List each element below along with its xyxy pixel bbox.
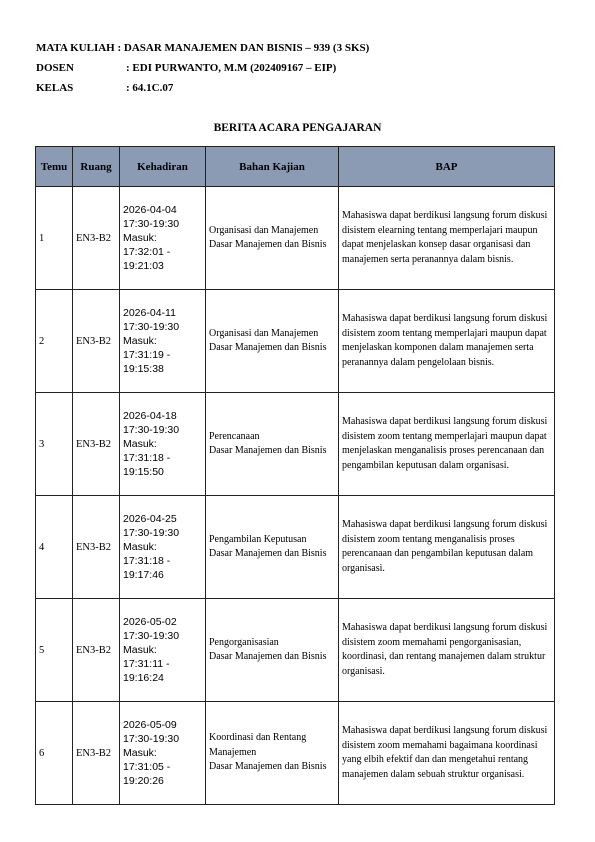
column-header-bap: BAP [339, 147, 555, 187]
course-text: MATA KULIAH : DASAR MANAJEMEN DAN BISNIS – 939 (3 SKS) [36, 42, 370, 54]
kehadiran-line: 19:20:26 [123, 775, 164, 787]
kehadiran-line: 2026-04-25 [123, 513, 177, 525]
cell-bahan-kajian [206, 702, 339, 805]
cell-ruang: EN3-B2 [73, 599, 120, 702]
kehadiran-line: 17:30-19:30 [123, 321, 180, 333]
column-header-ruang: Ruang [73, 147, 120, 187]
bahan-kajian-line: Dasar Manajemen dan Bisnis [209, 342, 327, 353]
kehadiran-line: 17:30-19:30 [123, 218, 180, 230]
bahan-kajian-line: Dasar Manajemen dan Bisnis [209, 761, 327, 773]
class-key: KELAS [36, 82, 74, 94]
bahan-kajian-line: Koordinasi dan Rentang Manajemen [209, 732, 307, 758]
cell-bahan-kajian [206, 599, 339, 702]
kehadiran-line: 17:32:01 - [123, 246, 171, 258]
cell-ruang: EN3-B2 [73, 393, 120, 496]
kehadiran-line: 17:30-19:30 [123, 527, 180, 539]
kehadiran-line: 19:21:03 [123, 260, 164, 272]
table-row [36, 496, 555, 599]
class-line [36, 78, 369, 98]
bahan-kajian-line: Dasar Manajemen dan Bisnis [209, 445, 327, 456]
bahan-kajian-line: Organisasi dan Manajemen [209, 327, 319, 339]
bahan-kajian-line: Dasar Manajemen dan Bisnis [209, 548, 327, 559]
column-header-temu: Temu [36, 147, 73, 187]
course-line [36, 38, 369, 58]
bahan-kajian-line: Perencanaan [209, 430, 260, 442]
kehadiran-line: 17:30-19:30 [123, 630, 180, 642]
cell-kehadiran [120, 496, 206, 599]
document-title: BERITA ACARA PENGAJARAN [213, 122, 382, 134]
table-row [36, 187, 555, 290]
cell-temu: 6 [36, 702, 73, 805]
cell-bap: Mahasiswa dapat berdikusi langsung forum diskusi disistem elearning tentang memperlajari maupun dapat menjelaskan konsep dasar organisasi dan manajemen serta peranannya dalam bisnis. [339, 187, 555, 290]
column-header-bahan-kajian: Bahan Kajian [206, 147, 339, 187]
class-value: : 64.1C.07 [126, 82, 174, 94]
kehadiran-line: Masuk: [123, 644, 157, 656]
cell-bap: Mahasiswa dapat berdikusi langsung forum diskusi disistem zoom memahami bagaimana koordinasi yang elbih efektif dan dan mengetahui rentang manajemen dalam sebuah struktur organisasi. [339, 702, 555, 805]
cell-kehadiran [120, 187, 206, 290]
table-row [36, 290, 555, 393]
kehadiran-line: 17:31:18 - [123, 452, 171, 464]
cell-kehadiran [120, 599, 206, 702]
cell-temu: 4 [36, 496, 73, 599]
kehadiran-line: 17:31:05 - [123, 761, 171, 773]
kehadiran-line: 17:31:11 - [123, 658, 170, 670]
cell-temu: 1 [36, 187, 73, 290]
kehadiran-line: 17:31:18 - [123, 555, 171, 567]
table-header-row [36, 147, 555, 187]
cell-bap: Mahasiswa dapat berdikusi langsung forum diskusi disistem zoom memahami pengorganisasian, koordinasi, dan rentang manajemen dalam struktur organisasi. [339, 599, 555, 702]
kehadiran-line: 2026-05-09 [123, 719, 177, 731]
cell-ruang: EN3-B2 [73, 496, 120, 599]
kehadiran-line: Masuk: [123, 541, 157, 553]
kehadiran-line: 17:31:19 - [123, 349, 171, 361]
cell-temu: 2 [36, 290, 73, 393]
bahan-kajian-line: Dasar Manajemen dan Bisnis [209, 239, 327, 250]
cell-bap: Mahasiswa dapat berdikusi langsung forum diskusi disistem zoom tentang memperlajari maupun dapat menjelaskan menganalisis proses perencanaan dan pengambilan keputusan dalam organisasi. [339, 393, 555, 496]
kehadiran-line: 2026-04-18 [123, 410, 177, 422]
bahan-kajian-line: Pengambilan Keputusan [209, 533, 307, 545]
cell-ruang: EN3-B2 [73, 187, 120, 290]
kehadiran-line: 17:30-19:30 [123, 424, 180, 436]
cell-kehadiran [120, 290, 206, 393]
bahan-kajian-line: Dasar Manajemen dan Bisnis [209, 651, 327, 662]
table-row [36, 702, 555, 805]
cell-bahan-kajian [206, 187, 339, 290]
cell-bahan-kajian [206, 393, 339, 496]
lecturer-line [36, 58, 369, 78]
cell-ruang: EN3-B2 [73, 290, 120, 393]
lecturer-key: DOSEN [36, 62, 74, 74]
cell-bap: Mahasiswa dapat berdikusi langsung forum diskusi disistem zoom tentang memperlajari maupun dapat menjelaskan komponen dalam manajemen serta peranannya dalam pengelolaan bisnis. [339, 290, 555, 393]
document-header [36, 38, 369, 98]
kehadiran-line: 19:16:24 [123, 672, 164, 684]
cell-bap: Mahasiswa dapat berdikusi langsung forum diskusi disistem zoom tentang menganalisis proses perencanaan dan pengambilan keputusan dalam organisasi. [339, 496, 555, 599]
kehadiran-line: Masuk: [123, 438, 157, 450]
kehadiran-line: 19:17:46 [123, 569, 164, 581]
kehadiran-line: Masuk: [123, 747, 157, 759]
table-row [36, 393, 555, 496]
cell-kehadiran [120, 393, 206, 496]
column-header-kehadiran: Kehadiran [120, 147, 206, 187]
cell-ruang: EN3-B2 [73, 702, 120, 805]
kehadiran-line: 2026-04-11 [123, 307, 176, 319]
bahan-kajian-line: Organisasi dan Manajemen [209, 224, 319, 236]
cell-bahan-kajian [206, 290, 339, 393]
kehadiran-line: 19:15:38 [123, 363, 164, 375]
kehadiran-line: Masuk: [123, 232, 157, 244]
cell-temu: 5 [36, 599, 73, 702]
table-row [36, 599, 555, 702]
lecturer-value: : EDI PURWANTO, M.M (202409167 – EIP) [126, 62, 337, 74]
cell-kehadiran [120, 702, 206, 805]
kehadiran-line: 2026-04-04 [123, 204, 177, 216]
bap-table [35, 146, 555, 805]
cell-bahan-kajian [206, 496, 339, 599]
kehadiran-line: Masuk: [123, 335, 157, 347]
kehadiran-line: 17:30-19:30 [123, 733, 180, 745]
kehadiran-line: 19:15:50 [123, 466, 164, 478]
bahan-kajian-line: Pengorganisasian [209, 636, 279, 648]
kehadiran-line: 2026-05-02 [123, 616, 177, 628]
cell-temu: 3 [36, 393, 73, 496]
